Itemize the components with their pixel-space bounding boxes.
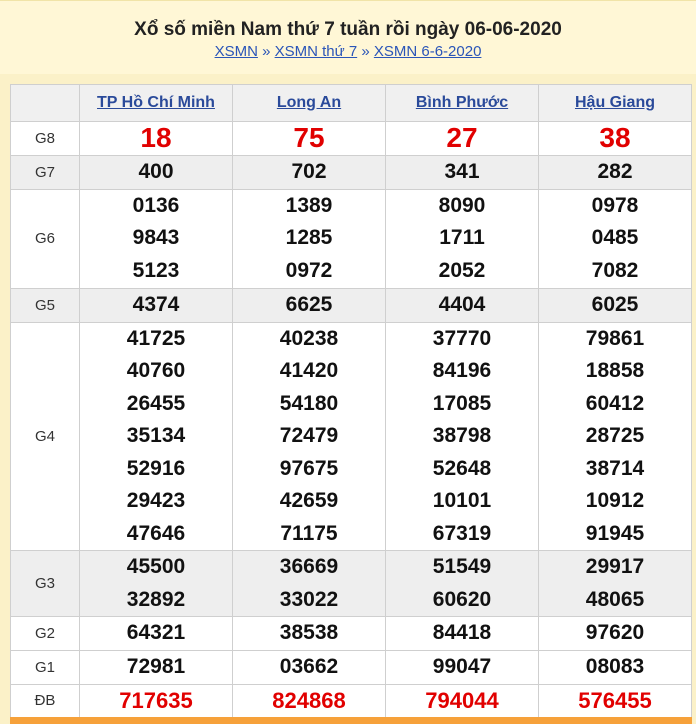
prize-label: G4 <box>11 322 80 551</box>
prize-number: 794044 <box>425 687 499 713</box>
prize-cell-hau-giang <box>539 189 692 288</box>
prize-cell-binh-phuoc <box>386 617 539 651</box>
prize-cell-binh-phuoc <box>386 650 539 684</box>
prize-number: 97675 <box>279 456 339 480</box>
prize-cell-binh-phuoc <box>386 288 539 322</box>
prize-number: 71175 <box>280 521 338 545</box>
prize-number: 52916 <box>126 456 186 480</box>
prize-number: 282 <box>597 159 633 183</box>
prize-number: 4374 <box>132 292 180 316</box>
page-title: Xổ số miền Nam thứ 7 tuần rồi ngày 06-06-2020 <box>134 19 562 40</box>
prize-cell-hau-giang <box>539 650 692 684</box>
prize-cell-hcm <box>80 288 233 322</box>
prize-cell-hau-giang <box>539 122 692 156</box>
prize-number: 38 <box>599 122 631 153</box>
prize-number: 8090 <box>438 193 486 217</box>
prize-cell-hau-giang <box>539 155 692 189</box>
prize-cell-hau-giang <box>539 322 692 551</box>
prize-number: 48065 <box>585 587 645 611</box>
results-panel <box>0 74 696 724</box>
header-corner <box>11 85 80 122</box>
prize-number: 576455 <box>578 687 652 713</box>
page-header <box>0 0 696 75</box>
prize-row-g5 <box>11 288 692 322</box>
breadcrumb-separator: » <box>361 43 370 60</box>
prize-cell-hcm <box>80 551 233 617</box>
prize-cell-hcm <box>80 650 233 684</box>
prize-number: 38714 <box>585 456 645 480</box>
province-header-row <box>11 85 692 122</box>
prize-cell-long-an <box>233 322 386 551</box>
prize-label: ĐB <box>11 684 80 718</box>
prize-number: 824868 <box>272 687 346 713</box>
prize-number: 26455 <box>126 391 186 415</box>
breadcrumb-xsmn[interactable]: XSMN <box>214 43 258 60</box>
prize-number: 4404 <box>438 292 486 316</box>
prize-number: 67319 <box>432 521 492 545</box>
prize-number: 9843 <box>132 226 180 250</box>
prize-number: 29423 <box>126 489 186 512</box>
prize-number: 6025 <box>591 292 639 316</box>
province-header-long-an[interactable]: Long An <box>233 85 386 122</box>
prize-number: 40760 <box>126 359 186 382</box>
prize-number: 75 <box>293 122 325 153</box>
prize-number: 0972 <box>285 258 333 282</box>
prize-label: G2 <box>11 617 80 651</box>
prize-cell-hcm <box>80 684 233 718</box>
prize-cell-long-an <box>233 650 386 684</box>
prize-number: 400 <box>138 159 174 183</box>
prize-cell-hau-giang <box>539 288 692 322</box>
prize-number: 41420 <box>279 359 339 382</box>
prize-cell-hcm <box>80 155 233 189</box>
prize-cell-hcm <box>80 617 233 651</box>
prize-number: 341 <box>444 159 480 183</box>
prize-row-g2 <box>11 617 692 651</box>
prize-number: 7082 <box>591 258 639 282</box>
prize-row-g3 <box>11 551 692 617</box>
prize-number: 1285 <box>285 226 333 250</box>
prize-cell-hau-giang <box>539 684 692 718</box>
prize-number: 79861 <box>585 326 645 350</box>
prize-cell-hau-giang <box>539 617 692 651</box>
breadcrumb-separator: » <box>262 43 271 60</box>
breadcrumb-xsmn-thu-7[interactable]: XSMN thứ 7 <box>274 43 358 60</box>
prize-number: 10101 <box>432 489 492 512</box>
prize-cell-long-an <box>233 189 386 288</box>
prize-number: 36669 <box>279 555 339 578</box>
province-header-hau-giang[interactable]: Hậu Giang <box>539 85 692 122</box>
prize-cell-hcm <box>80 189 233 288</box>
prize-number: 35134 <box>126 424 186 447</box>
prize-number: 33022 <box>279 587 339 611</box>
prize-cell-binh-phuoc <box>386 155 539 189</box>
prize-label: G7 <box>11 155 80 189</box>
prize-number: 18 <box>140 122 172 153</box>
prize-label: G8 <box>11 122 80 156</box>
prize-cell-long-an <box>233 684 386 718</box>
prize-number: 84418 <box>432 621 492 644</box>
prize-label: G1 <box>11 650 80 684</box>
prize-number: 10912 <box>585 489 645 512</box>
prize-number: 40238 <box>279 326 339 350</box>
prize-number: 47646 <box>126 521 186 545</box>
prize-number: 91945 <box>585 521 645 545</box>
prize-row-g8 <box>11 122 692 156</box>
prize-number: 84196 <box>432 359 492 382</box>
prize-number: 38538 <box>279 621 339 644</box>
prize-number: 64321 <box>126 621 186 644</box>
province-header-hcm[interactable]: TP Hồ Chí Minh <box>80 85 233 122</box>
prize-number: 08083 <box>585 654 645 678</box>
prize-number: 27 <box>446 122 478 153</box>
prize-cell-binh-phuoc <box>386 322 539 551</box>
prize-number: 18858 <box>585 359 645 382</box>
prize-cell-binh-phuoc <box>386 122 539 156</box>
prize-label: G5 <box>11 288 80 322</box>
prize-number: 717635 <box>119 687 193 713</box>
prize-number: 60620 <box>432 587 492 611</box>
prize-number: 6625 <box>285 292 333 316</box>
prize-row-g1 <box>11 650 692 684</box>
prize-number: 0978 <box>591 193 639 217</box>
prize-label: G6 <box>11 189 80 288</box>
prize-number: 03662 <box>279 654 339 678</box>
prize-cell-binh-phuoc <box>386 551 539 617</box>
prize-label: G3 <box>11 551 80 617</box>
prize-row-g7 <box>11 155 692 189</box>
prize-row-g4 <box>11 322 692 551</box>
province-header-binh-phuoc[interactable]: Bình Phước <box>386 85 539 122</box>
prize-cell-hcm <box>80 122 233 156</box>
results-table <box>10 84 692 718</box>
prize-number: 29917 <box>585 555 645 578</box>
prize-row-db <box>11 684 692 718</box>
bottom-accent-bar <box>10 717 692 724</box>
prize-row-g6 <box>11 189 692 288</box>
prize-number: 42659 <box>279 489 339 512</box>
prize-number: 0136 <box>132 193 180 217</box>
prize-cell-binh-phuoc <box>386 189 539 288</box>
prize-number: 38798 <box>432 424 492 447</box>
prize-number: 45500 <box>126 555 186 578</box>
prize-number: 5123 <box>132 258 180 282</box>
prize-number: 1389 <box>285 193 333 217</box>
breadcrumb-xsmn-date[interactable]: XSMN 6-6-2020 <box>373 43 482 60</box>
prize-number: 41725 <box>126 326 186 350</box>
prize-number: 72479 <box>279 424 339 447</box>
prize-cell-long-an <box>233 551 386 617</box>
prize-cell-long-an <box>233 288 386 322</box>
prize-cell-binh-phuoc <box>386 684 539 718</box>
prize-cell-hcm <box>80 322 233 551</box>
prize-number: 702 <box>291 159 327 183</box>
breadcrumb <box>0 43 696 61</box>
prize-number: 32892 <box>126 587 186 611</box>
prize-number: 1711 <box>439 226 485 250</box>
prize-cell-long-an <box>233 617 386 651</box>
prize-cell-long-an <box>233 122 386 156</box>
prize-number: 37770 <box>432 326 492 350</box>
prize-number: 99047 <box>432 654 492 678</box>
prize-number: 60412 <box>585 391 645 415</box>
prize-cell-long-an <box>233 155 386 189</box>
prize-number: 28725 <box>585 424 645 447</box>
prize-number: 2052 <box>438 258 486 282</box>
prize-number: 52648 <box>432 456 492 480</box>
prize-number: 54180 <box>279 391 339 415</box>
prize-number: 17085 <box>432 391 492 415</box>
prize-number: 0485 <box>591 226 639 250</box>
prize-number: 51549 <box>432 555 492 578</box>
prize-number: 72981 <box>126 654 186 678</box>
prize-number: 97620 <box>585 621 645 644</box>
prize-cell-hau-giang <box>539 551 692 617</box>
